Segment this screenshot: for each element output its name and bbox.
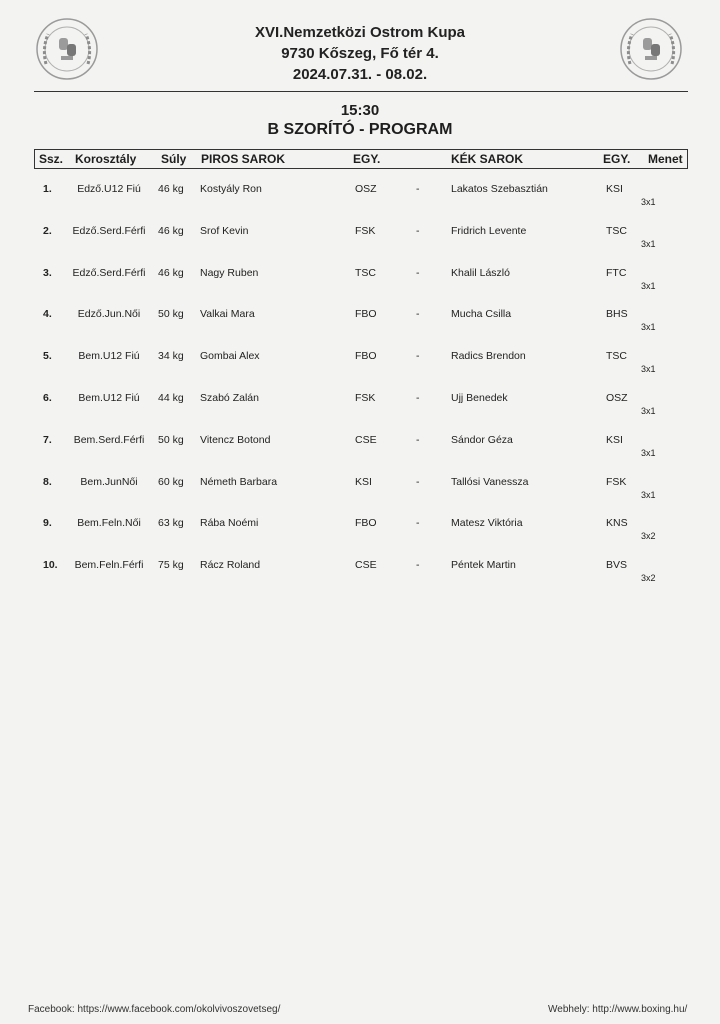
red-corner-club: FBO bbox=[355, 308, 377, 321]
session-time: 15:30 bbox=[340, 102, 380, 119]
weight-class: 60 kg bbox=[158, 475, 184, 488]
age-class: Bem.U12 Fiú bbox=[78, 392, 140, 404]
bout-number: 6. bbox=[43, 392, 52, 404]
weight-class: 75 kg bbox=[158, 559, 184, 572]
age-class: Edző.Serd.Férfi bbox=[72, 224, 146, 237]
bout-number: 7. bbox=[43, 433, 52, 446]
red-corner-name: Németh Barbara bbox=[200, 475, 278, 488]
bout-number: 2. bbox=[43, 224, 52, 237]
versus-dash: - bbox=[416, 433, 420, 446]
rounds: 3x1 bbox=[641, 447, 656, 458]
website-link[interactable]: Webhely: http://www.boxing.hu/ bbox=[548, 1004, 688, 1015]
age-class: Bem.Feln.Férfi bbox=[74, 559, 144, 572]
versus-dash: - bbox=[416, 475, 420, 488]
col-egy-red: EGY. bbox=[353, 152, 381, 166]
blue-corner-name: Mucha Csilla bbox=[451, 308, 512, 321]
col-korosztaly: Korosztály bbox=[75, 152, 137, 166]
rounds: 3x1 bbox=[641, 406, 656, 416]
rounds: 3x1 bbox=[641, 322, 656, 333]
rounds: 3x1 bbox=[641, 364, 656, 375]
red-corner-club: TSC bbox=[355, 266, 376, 279]
col-ssz: Ssz. bbox=[39, 152, 64, 166]
facebook-link[interactable]: Facebook: https://www.facebook.com/okolvivoszovetseg/ bbox=[28, 1004, 281, 1015]
red-corner-club: FBO bbox=[355, 517, 377, 530]
rounds: 3x2 bbox=[641, 573, 656, 584]
versus-dash: - bbox=[416, 559, 420, 572]
rounds: 3x2 bbox=[641, 531, 656, 542]
col-piros-sarok: PIROS SAROK bbox=[201, 152, 286, 166]
weight-class: 34 kg bbox=[158, 350, 184, 363]
event-title: XVI.Nemzetközi Ostrom Kupa bbox=[254, 24, 466, 41]
blue-corner-club: TSC bbox=[606, 224, 627, 237]
age-class: Bem.JunNői bbox=[80, 475, 138, 488]
weight-class: 50 kg bbox=[158, 433, 184, 446]
header-divider bbox=[34, 91, 688, 92]
age-class: Edző.Serd.Férfi bbox=[72, 266, 146, 279]
red-corner-name: Vitencz Botond bbox=[200, 433, 271, 446]
red-corner-club: FSK bbox=[355, 224, 376, 237]
blue-corner-club: KSI bbox=[606, 183, 623, 195]
versus-dash: - bbox=[416, 517, 420, 530]
age-class: Edző.Jun.Női bbox=[77, 308, 141, 321]
red-corner-name: Nagy Ruben bbox=[200, 266, 259, 279]
table-row bbox=[34, 427, 686, 467]
blue-corner-name: Matesz Viktória bbox=[451, 517, 523, 530]
weight-class: 63 kg bbox=[158, 517, 184, 530]
age-class: Bem.Feln.Női bbox=[77, 517, 141, 530]
rounds: 3x1 bbox=[641, 489, 656, 500]
blue-corner-name: Ujj Benedek bbox=[451, 392, 508, 404]
red-corner-club: FBO bbox=[355, 350, 377, 363]
weight-class: 46 kg bbox=[158, 183, 184, 195]
table-header bbox=[34, 149, 688, 169]
red-corner-name: Gombai Alex bbox=[200, 350, 260, 363]
blue-corner-name: Lakatos Szebasztián bbox=[451, 183, 548, 195]
table-row bbox=[34, 510, 686, 550]
bout-number: 10. bbox=[43, 559, 58, 572]
bout-number: 3. bbox=[43, 266, 52, 279]
red-corner-club: FSK bbox=[355, 392, 376, 404]
red-corner-name: Szabó Zalán bbox=[200, 392, 259, 404]
age-class: Bem.Serd.Férfi bbox=[73, 433, 145, 446]
rounds: 3x1 bbox=[641, 197, 656, 207]
red-corner-name: Kostyály Ron bbox=[200, 183, 262, 195]
blue-corner-club: BHS bbox=[606, 308, 628, 321]
blue-corner-name: Fridrich Levente bbox=[451, 224, 527, 237]
bout-number: 4. bbox=[43, 308, 52, 321]
weight-class: 46 kg bbox=[158, 224, 184, 237]
event-dates: 2024.07.31. - 08.02. bbox=[292, 66, 428, 83]
rounds: 3x1 bbox=[641, 238, 656, 249]
blue-corner-club: KSI bbox=[606, 433, 623, 446]
col-suly: Súly bbox=[161, 152, 187, 166]
red-corner-name: Srof Kevin bbox=[200, 224, 249, 237]
table-row bbox=[34, 552, 686, 592]
table-row bbox=[34, 176, 686, 216]
weight-class: 44 kg bbox=[158, 392, 184, 404]
weight-class: 46 kg bbox=[158, 266, 184, 279]
rounds: 3x1 bbox=[641, 280, 656, 291]
blue-corner-name: Péntek Martin bbox=[451, 559, 516, 572]
red-corner-name: Valkai Mara bbox=[200, 308, 255, 321]
table-row bbox=[34, 469, 686, 509]
blue-corner-club: FTC bbox=[606, 266, 627, 279]
red-corner-club: CSE bbox=[355, 559, 377, 572]
table-row bbox=[34, 301, 686, 341]
table-row bbox=[34, 385, 686, 425]
blue-corner-club: KNS bbox=[606, 517, 628, 530]
red-corner-club: OSZ bbox=[355, 183, 377, 195]
versus-dash: - bbox=[416, 392, 420, 404]
blue-corner-club: OSZ bbox=[606, 392, 628, 404]
versus-dash: - bbox=[416, 224, 420, 237]
blue-corner-name: Radics Brendon bbox=[451, 350, 526, 363]
red-corner-club: KSI bbox=[355, 475, 372, 488]
bout-number: 1. bbox=[43, 183, 52, 195]
red-corner-name: Rába Noémi bbox=[200, 517, 259, 530]
table-row bbox=[34, 218, 686, 258]
red-corner-club: CSE bbox=[355, 433, 377, 446]
blue-corner-club: TSC bbox=[606, 350, 627, 363]
versus-dash: - bbox=[416, 350, 420, 363]
versus-dash: - bbox=[416, 183, 420, 195]
red-corner-name: Rácz Roland bbox=[200, 559, 261, 572]
table-row bbox=[34, 343, 686, 383]
bout-number: 9. bbox=[43, 517, 52, 530]
versus-dash: - bbox=[416, 266, 420, 279]
age-class: Bem.U12 Fiú bbox=[78, 350, 140, 363]
bout-number: 5. bbox=[43, 350, 52, 363]
bout-number: 8. bbox=[43, 475, 52, 488]
age-class: Edző.U12 Fiú bbox=[77, 183, 141, 195]
event-address: 9730 Kőszeg, Fő tér 4. bbox=[281, 45, 439, 62]
table-row bbox=[34, 260, 686, 300]
blue-corner-name: Tallósi Vanessza bbox=[451, 475, 529, 488]
program-title: B SZORÍTÓ - PROGRAM bbox=[267, 121, 453, 138]
blue-corner-club: FSK bbox=[606, 475, 627, 488]
col-egy-blue: EGY. bbox=[603, 152, 631, 166]
blue-corner-club: BVS bbox=[606, 559, 628, 572]
document-header bbox=[0, 22, 720, 85]
weight-class: 50 kg bbox=[158, 308, 184, 321]
col-menet: Menet bbox=[648, 152, 683, 166]
blue-corner-name: Sándor Géza bbox=[451, 433, 513, 446]
versus-dash: - bbox=[416, 308, 420, 321]
blue-corner-name: Khalil László bbox=[451, 266, 510, 279]
col-kek-sarok: KÉK SAROK bbox=[451, 152, 524, 166]
